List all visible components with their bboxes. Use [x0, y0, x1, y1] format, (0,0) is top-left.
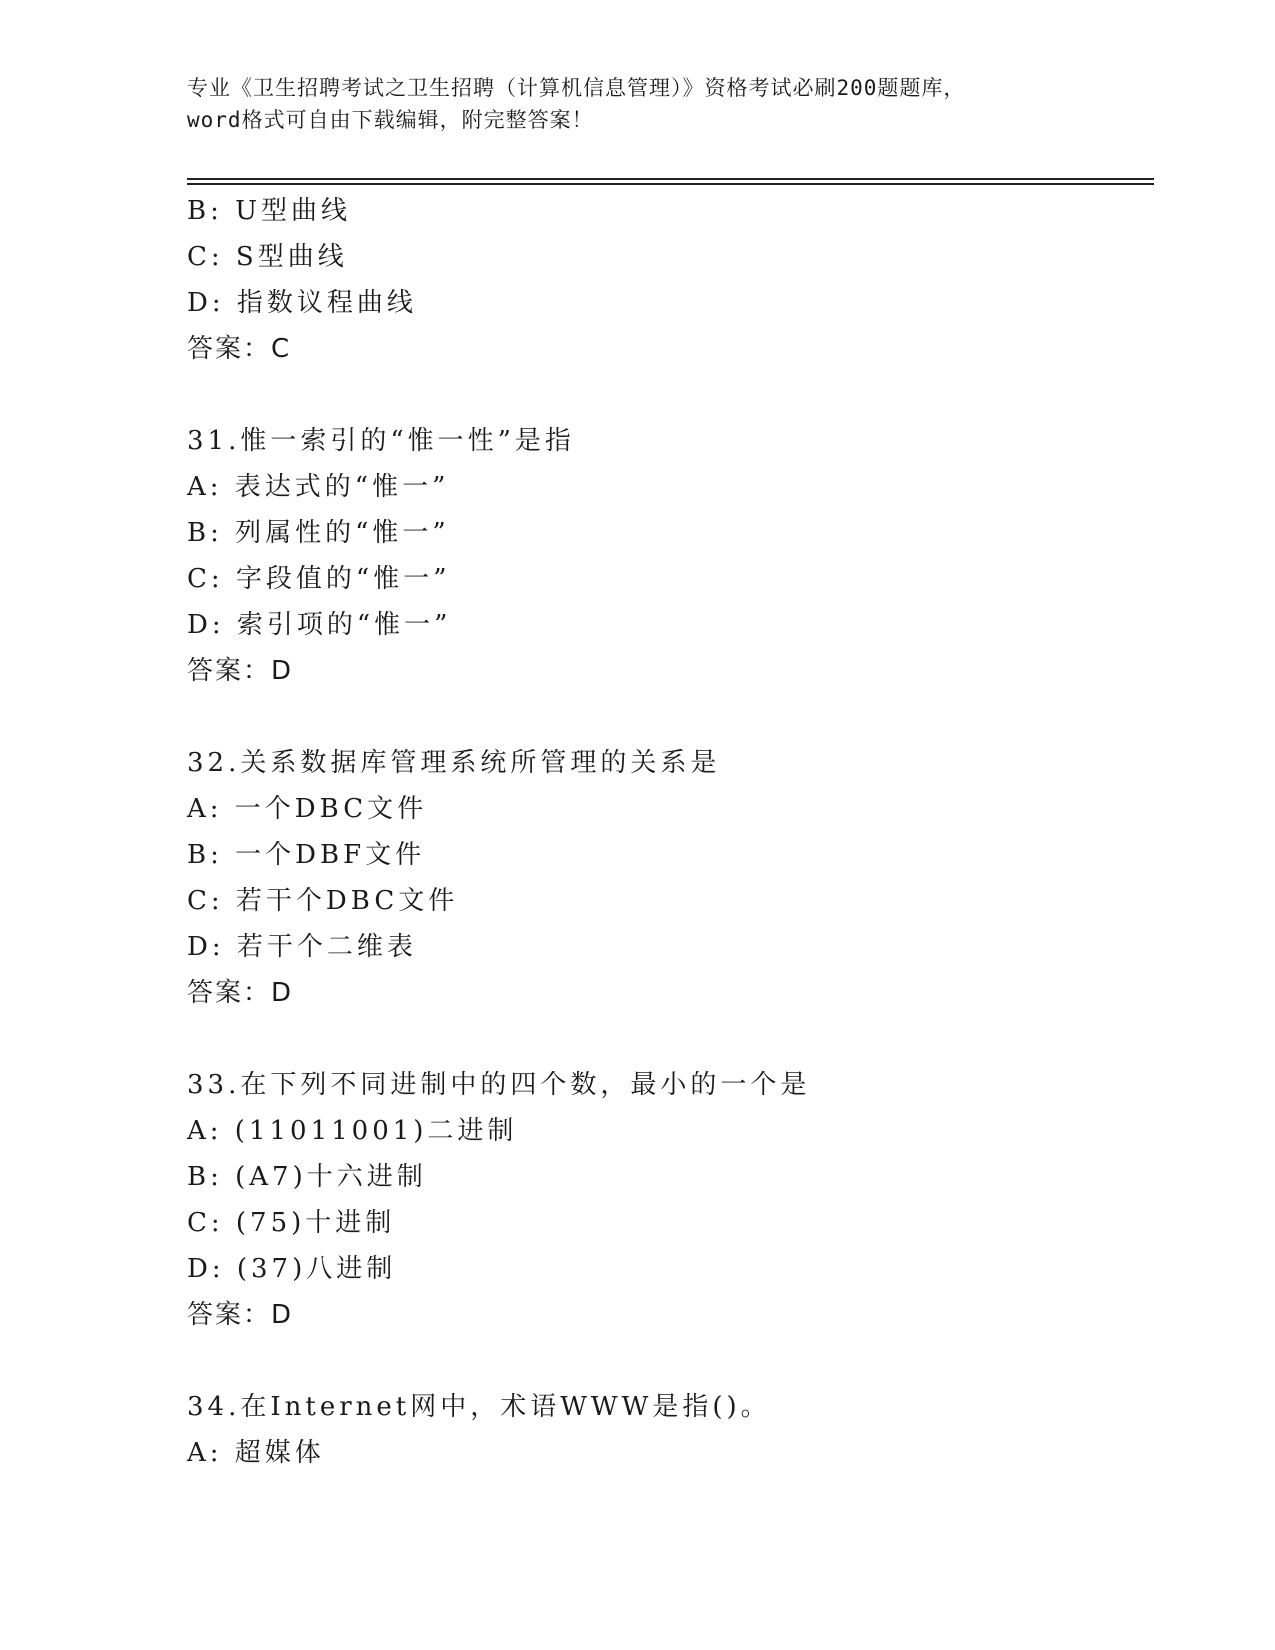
option-b: B: (A7)十六进制 [187, 1162, 427, 1192]
answer-line: 答案：C [187, 334, 292, 364]
option-c: C: 若干个DBC文件 [187, 886, 459, 916]
question-stem: 33.在下列不同进制中的四个数，最小的一个是 [187, 1070, 811, 1100]
spacer [187, 1338, 1154, 1384]
option-c: C: S型曲线 [187, 242, 348, 272]
question-stem: 32.关系数据库管理系统所管理的关系是 [187, 748, 721, 778]
question-30-tail [187, 188, 1154, 372]
question-stem: 34.在Internet网中，术语WWW是指()。 [187, 1392, 771, 1422]
question-31 [187, 418, 1154, 694]
option-a: A: 一个DBC文件 [187, 794, 428, 824]
option-b: B: U型曲线 [187, 196, 352, 226]
option-a: A: 表达式的“惟一” [187, 472, 450, 502]
option-d: D: 若干个二维表 [187, 932, 417, 962]
document-header [187, 72, 1087, 136]
header-line-1: 专业《卫生招聘考试之卫生招聘（计算机信息管理）》资格考试必刷200题题库， [187, 76, 966, 100]
option-d: D: 指数议程曲线 [187, 288, 417, 318]
header-divider-bottom [187, 183, 1154, 185]
option-b: B: 列属性的“惟一” [187, 518, 450, 548]
answer-line: 答案：D [187, 978, 294, 1008]
spacer [187, 694, 1154, 740]
header-line-2: word格式可自由下载编辑，附完整答案！ [187, 108, 594, 132]
option-c: C: 字段值的“惟一” [187, 564, 451, 594]
option-d: D: (37)八进制 [187, 1254, 397, 1284]
answer-line: 答案：D [187, 656, 294, 686]
question-34 [187, 1384, 1154, 1476]
question-32 [187, 740, 1154, 1016]
option-a: A: 超媒体 [187, 1438, 325, 1468]
question-list [187, 188, 1154, 1476]
question-33 [187, 1062, 1154, 1338]
option-d: D: 索引项的“惟一” [187, 610, 452, 640]
option-b: B: 一个DBF文件 [187, 840, 426, 870]
question-stem: 31.惟一索引的“惟一性”是指 [187, 426, 575, 456]
spacer [187, 1016, 1154, 1062]
option-a: A: (11011001)二进制 [187, 1116, 518, 1146]
header-divider-top [187, 178, 1154, 180]
spacer [187, 372, 1154, 418]
answer-line: 答案：D [187, 1300, 294, 1330]
option-c: C: (75)十进制 [187, 1208, 396, 1238]
